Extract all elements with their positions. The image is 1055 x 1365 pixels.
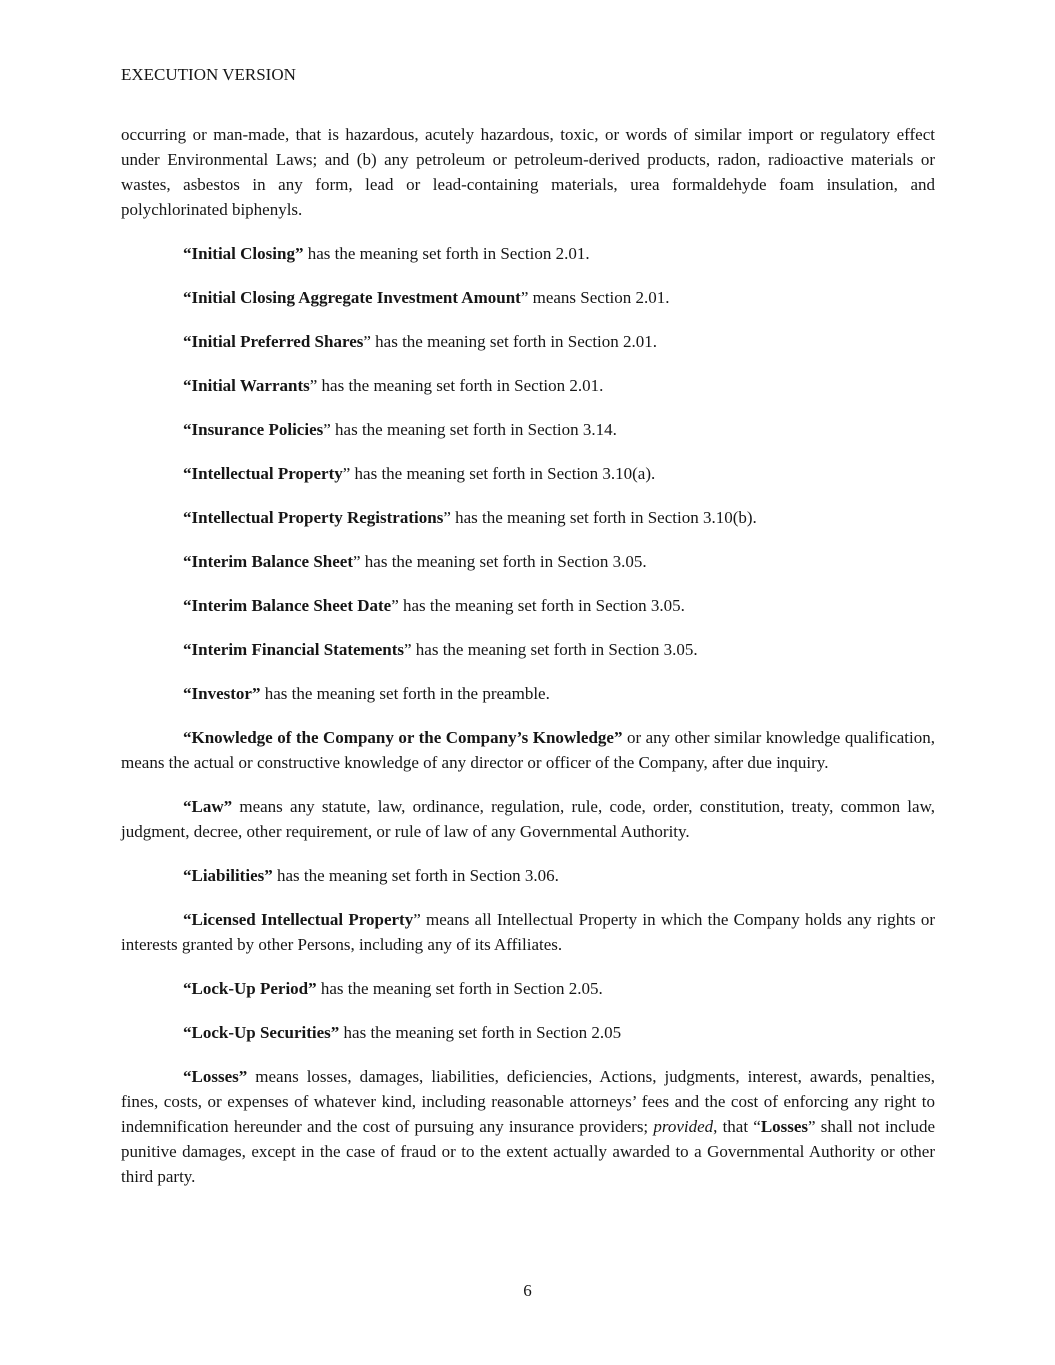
- defined-term: “Initial Preferred Shares: [183, 332, 364, 351]
- defined-term: “Investor”: [183, 684, 261, 703]
- text-run: means losses, damages, liabilities, deficiencies, Actions, judgments, interest, awards, penalties, fines, costs, or expenses of whatever kind, including reasonable attorneys’ fees and the cost of enforcing any right to indemnification hereunder and the cost of pursuing any insurance providers;: [121, 1067, 935, 1136]
- text-run: ” shall not include punitive damages, except in the case of fraud or to the extent actually awarded to a Governmental Authority or other third party.: [121, 1117, 935, 1186]
- italic-text: provided: [653, 1117, 714, 1136]
- defined-term: “Interim Balance Sheet Date: [183, 596, 392, 615]
- defined-term: “Lock-Up Securities”: [183, 1023, 340, 1042]
- definition-initial-warrants: [121, 373, 935, 398]
- text-run: ” has the meaning set forth in Section 2.01.: [309, 376, 604, 395]
- text-run: ” has the meaning set forth in Section 3.05.: [352, 552, 647, 571]
- definition-intellectual-property: [121, 461, 935, 486]
- definition-interim-financial-statements: [121, 637, 935, 662]
- body-paragraph-continuation: [121, 122, 935, 222]
- definition-knowledge-of-the-company: [121, 725, 935, 775]
- defined-term: “Knowledge of the Company or the Company’s Knowledge”: [183, 728, 623, 747]
- defined-term: “Intellectual Property Registrations: [183, 508, 444, 527]
- definition-intellectual-property-registrations: [121, 505, 935, 530]
- text-run: has the meaning set forth in Section 3.06.: [272, 866, 559, 885]
- text-run: means any statute, law, ordinance, regulation, rule, code, order, constitution, treaty, common law, judgment, decree, other requirement, or rule of law of any Governmental Authority.: [121, 797, 935, 841]
- text-run: ” has the meaning set forth in Section 2.01.: [363, 332, 658, 351]
- defined-term: “Losses”: [183, 1067, 248, 1086]
- definition-liabilities: [121, 863, 935, 888]
- text-run: ” means all Intellectual Property in which the Company holds any rights or interests granted by other Persons, including any of its Affiliates.: [121, 910, 935, 954]
- defined-term: “Lock-Up Period”: [183, 979, 317, 998]
- defined-term: “Interim Financial Statements: [183, 640, 404, 659]
- text-run: ” has the meaning set forth in Section 3.10(a).: [342, 464, 656, 483]
- definition-law: [121, 794, 935, 844]
- text-run: ” has the meaning set forth in Section 3.05.: [403, 640, 698, 659]
- text-run: or any other similar knowledge qualification, means the actual or constructive knowledge of any director or officer of the Company, after due inquiry.: [121, 728, 936, 772]
- defined-term: “Law”: [183, 797, 233, 816]
- defined-term: “Initial Warrants: [183, 376, 310, 395]
- page-number: 6: [523, 1281, 532, 1300]
- text-run: has the meaning set forth in Section 2.05.: [316, 979, 603, 998]
- definition-lock-up-securities: [121, 1020, 935, 1045]
- defined-term: “Insurance Policies: [183, 420, 324, 439]
- definition-losses: [121, 1064, 935, 1189]
- text-run: ” has the meaning set forth in Section 3.14.: [323, 420, 617, 439]
- definition-investor: [121, 681, 935, 706]
- defined-term: “Intellectual Property: [183, 464, 343, 483]
- text-run: has the meaning set forth in Section 2.01.: [303, 244, 590, 263]
- definition-initial-preferred-shares: [121, 329, 935, 354]
- defined-term: “Initial Closing”: [183, 244, 304, 263]
- defined-term: “Liabilities”: [183, 866, 273, 885]
- text-run: , that “: [713, 1117, 761, 1136]
- text-run: has the meaning set forth in Section 2.05: [339, 1023, 622, 1042]
- defined-term: “Initial Closing Aggregate Investment Amount: [183, 288, 521, 307]
- text-run: ” means Section 2.01.: [520, 288, 670, 307]
- definition-initial-closing-aggregate-investment-amount: [121, 285, 935, 310]
- document-body: [121, 122, 935, 1189]
- text-run: occurring or man-made, that is hazardous, acutely hazardous, toxic, or words of similar import or regulatory effect under Environmental Laws; and (b) any petroleum or petroleum-derived products, radon, radioactive materials or wastes, asbestos in any form, lead or lead-containing materials, urea formaldehyde foam insulation, and polychlorinated biphenyls.: [121, 125, 935, 219]
- definition-insurance-policies: [121, 417, 935, 442]
- definition-interim-balance-sheet-date: [121, 593, 935, 618]
- defined-term: “Licensed Intellectual Property: [183, 910, 414, 929]
- text-run: ” has the meaning set forth in Section 3.05.: [391, 596, 685, 615]
- text-run: ” has the meaning set forth in Section 3.10(b).: [443, 508, 757, 527]
- definition-initial-closing: [121, 241, 935, 266]
- text-run: has the meaning set forth in the preamble.: [260, 684, 550, 703]
- definition-lock-up-period: [121, 976, 935, 1001]
- defined-term: “Interim Balance Sheet: [183, 552, 353, 571]
- defined-term: Losses: [760, 1117, 809, 1136]
- document-header: EXECUTION VERSION: [121, 65, 296, 84]
- definition-interim-balance-sheet: [121, 549, 935, 574]
- definition-licensed-intellectual-property: [121, 907, 935, 957]
